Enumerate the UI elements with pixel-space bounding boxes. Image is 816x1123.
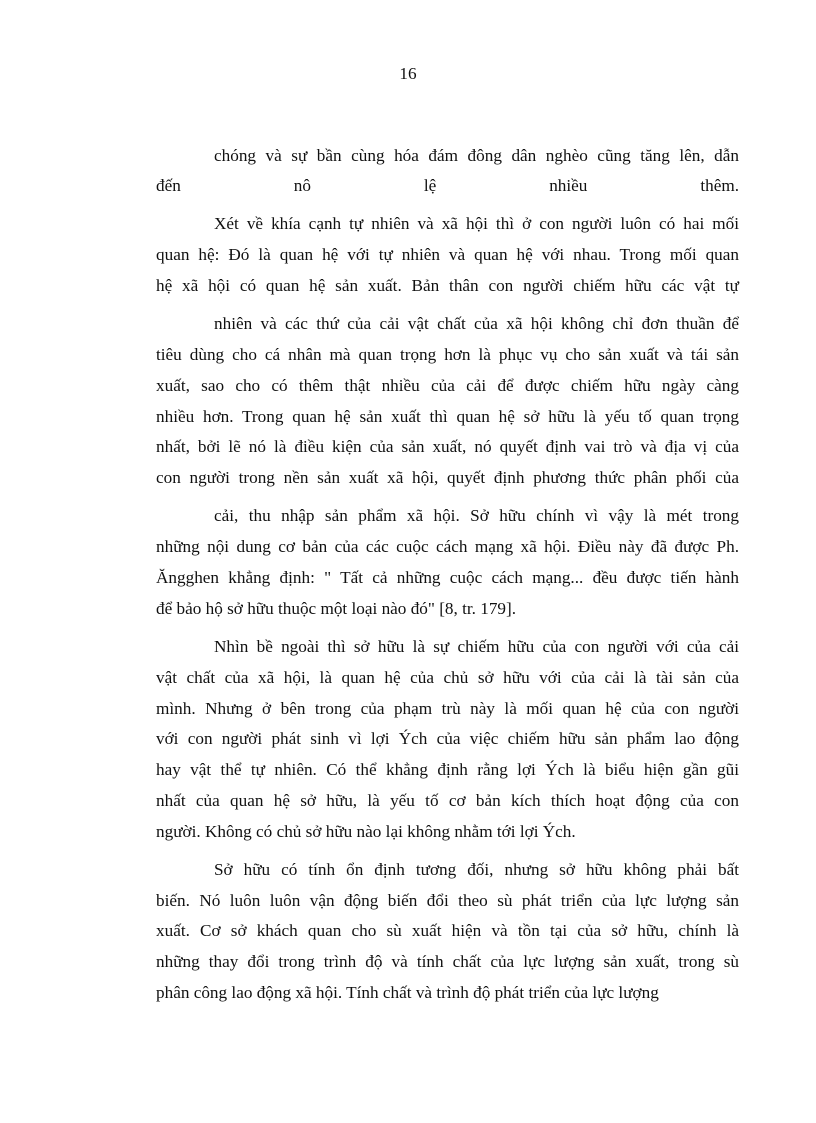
text-line: nhiên và các thứ của cải vật chất của xã hội không chỉ đơn thuần để — [214, 314, 739, 333]
text-line: những thay đổi trong trình độ và tính chất của lực lượng sản xuất, trong sù — [156, 952, 739, 971]
text-line: Xét về khía cạnh tự nhiên và xã hội thì ở con người luôn có hai mối — [214, 214, 739, 233]
text-line: quan hệ: Đó là quan hệ với tự nhiên và quan hệ với nhau. Trong mối quan — [156, 245, 739, 264]
text-line: chóng và sự bần cùng hóa đám đông dân nghèo cũng tăng lên, dẫn — [214, 146, 739, 165]
text-line: để bảo hộ sở hữu thuộc một loại nào đó" [8, tr. 179]. — [156, 599, 517, 618]
text-line: vật chất của xã hội, là quan hệ của chủ sở hữu với của cải là tài sản của — [156, 668, 739, 687]
text-line: Sở hữu có tính ổn định tương đối, nhưng sở hữu không phải bất — [214, 860, 739, 879]
text-line: những nội dung cơ bản của các cuộc cách mạng xã hội. Điều này đã được Ph. — [156, 537, 739, 556]
text-line: xuất, sao cho có thêm thật nhiều của cải để được chiếm hữu ngày càng — [156, 376, 739, 395]
text-line: với con người phát sinh vì lợi Ých của việc chiếm hữu sản phẩm lao động — [156, 729, 739, 748]
text-line: nhất, bởi lẽ nó là điều kiện của sản xuất, nó quyết định vai trò và địa vị của — [156, 437, 739, 456]
text-line: hay vật thể tự nhiên. Có thể khẳng định rằng lợi Ých là biểu hiện gần gũi — [156, 760, 739, 779]
text-line: tiêu dùng cho cá nhân mà quan trọng hơn là phục vụ cho sản xuất và tái sản — [156, 345, 739, 364]
text-line: nhất của quan hệ sở hữu, là yếu tố cơ bản kích thích hoạt động của con — [156, 791, 739, 810]
text-line: đến nô lệ nhiều thêm. — [156, 176, 739, 195]
text-line: nhiều hơn. Trong quan hệ sản xuất thì quan hệ sở hữu là yếu tố quan trọng — [156, 407, 739, 426]
text-line: cải, thu nhập sản phẩm xã hội. Sở hữu chính vì vậy là mét trong — [214, 506, 739, 525]
text-line: mình. Nhưng ở bên trong của phạm trù này là mối quan hệ của con người — [156, 699, 739, 718]
text-line: Nhìn bề ngoài thì sở hữu là sự chiếm hữu của con người với của cải — [214, 637, 739, 656]
page-number: 16 — [399, 64, 417, 83]
text-line: biến. Nó luôn luôn vận động biến đổi theo sù phát triển của lực lượng sản — [156, 891, 739, 910]
text-line: con người trong nền sản xuất xã hội, quyết định phương thức phân phối của — [156, 468, 739, 487]
text-line: xuất. Cơ sở khách quan cho sù xuất hiện và tồn tại của sở hữu, chính là — [156, 921, 739, 940]
text-line: phân công lao động xã hội. Tính chất và trình độ phát triển của lực lượng — [156, 983, 659, 1002]
text-line: Ăngghen khẳng định: " Tất cả những cuộc cách mạng... đều được tiến hành — [156, 568, 739, 587]
text-line: hệ xã hội có quan hệ sản xuất. Bản thân con người chiếm hữu các vật tự — [156, 276, 739, 295]
text-line: người. Không có chủ sở hữu nào lại không nhằm tới lợi Ých. — [156, 822, 576, 841]
